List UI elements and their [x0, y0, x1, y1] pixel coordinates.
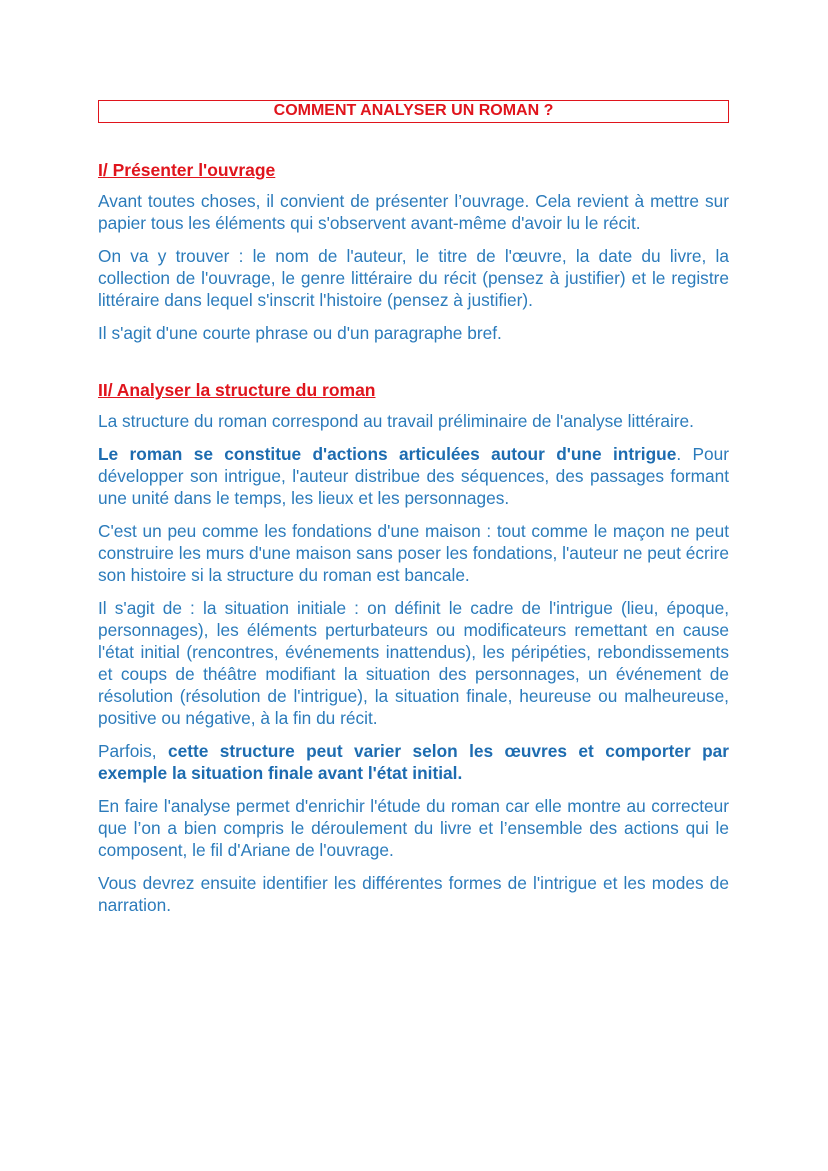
- document-body: [98, 100, 729, 927]
- paragraph: La structure du roman correspond au travail préliminaire de l'analyse littéraire.: [98, 411, 694, 431]
- paragraph: On va y trouver : le nom de l'auteur, le titre de l'œuvre, la date du livre, la collection de l'ouvrage, le genre littéraire du récit (pensez à justifier) et le registre littéraire dans lequel s'inscrit l'histoire (pensez à justifier).: [98, 246, 729, 310]
- paragraph: [98, 443, 729, 509]
- paragraph: Il s'agit d'une courte phrase ou d'un paragraphe bref.: [98, 323, 502, 343]
- text: Parfois,: [98, 741, 169, 761]
- paragraph: Avant toutes choses, il convient de présenter l’ouvrage. Cela revient à mettre sur papier tous les éléments qui s'observent avant-même d'avoir lu le récit.: [98, 191, 729, 233]
- paragraph: Vous devrez ensuite identifier les différentes formes de l'intrigue et les modes de narration.: [98, 873, 729, 915]
- section-2-heading: II/ Analyser la structure du roman: [98, 380, 376, 400]
- paragraph: Il s'agit de : la situation initiale : on définit le cadre de l'intrigue (lieu, époque, personnages), les éléments perturbateurs ou modificateurs remettant en cause l'état initial (rencontres, événements inattendus), les péripéties, rebondissements et coups de théâtre modifiant la situation des personnages, un événement de résolution (résolution de l'intrigue), la situation finale, heureuse ou malheureuse, positive ou négative, à la fin du récit.: [98, 598, 729, 728]
- text: . Pour développer son intrigue, l'auteur distribue des séquences, des passages formant une unité dans le temps, les lieux et les personnages.: [98, 444, 729, 508]
- bold-text: cette structure peut varier selon les œuvres et comporter par exemple la situation finale avant l'état initial.: [98, 741, 729, 783]
- section-1-heading: I/ Présenter l'ouvrage: [98, 160, 276, 180]
- paragraph: En faire l'analyse permet d'enrichir l'étude du roman car elle montre au correcteur que l’on a bien compris le déroulement du livre et l’ensemble des actions qui le composent, le fil d'Ariane de l'ouvrage.: [98, 796, 729, 860]
- bold-text: Le roman se constitue d'actions articulées autour d'une intrigue: [98, 444, 677, 464]
- paragraph: [98, 740, 729, 784]
- document-title: COMMENT ANALYSER UN ROMAN ?: [98, 100, 729, 123]
- paragraph: C'est un peu comme les fondations d'une maison : tout comme le maçon ne peut construire les murs d'une maison sans poser les fondations, l'auteur ne peut écrire son histoire si la structure du roman est bancale.: [98, 521, 729, 585]
